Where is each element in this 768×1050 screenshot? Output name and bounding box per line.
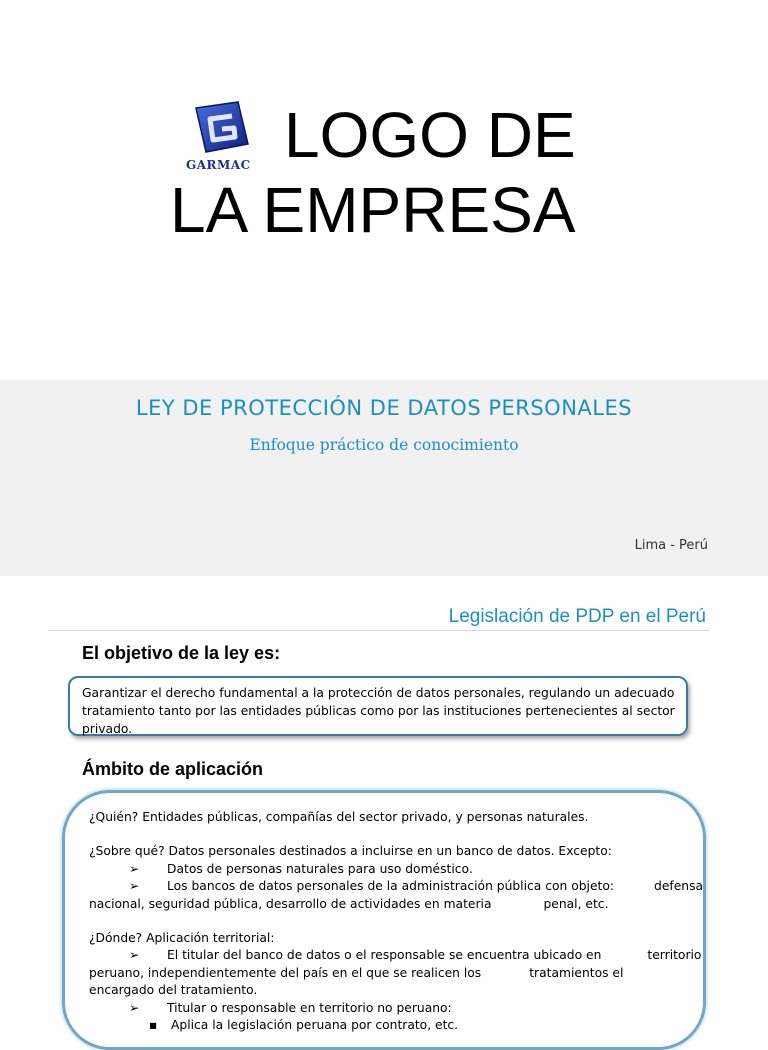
donde-line	[89, 930, 683, 947]
law-subtitle: Enfoque práctico de conocimiento	[249, 436, 519, 454]
donde-label: ¿Dónde?	[89, 931, 143, 946]
square-bullet-icon: ▪	[149, 1018, 158, 1033]
arrow-bullet-icon: ➢	[129, 879, 140, 894]
law-title: LEY DE PROTECCIÓN DE DATOS PERSONALES	[135, 396, 633, 420]
logo-wordmark: GARMAC	[186, 158, 251, 172]
arrow-bullet-icon: ➢	[129, 861, 140, 876]
objective-line-2: tratamiento tanto por las entidades públicas como por las instituciones pertenecientes al sector	[82, 704, 675, 718]
sobre-item-2-cont: nacional, seguridad pública, desarrollo de actividades en materia penal, etc.	[89, 896, 609, 911]
sobre-text: Datos personales destinados a incluirse en un banco de datos. Excepto:	[164, 844, 612, 859]
sobre-item-2: ➢ Los bancos de datos personales de la administración pública con objeto: defensa	[89, 878, 683, 895]
cover-slide	[0, 0, 768, 380]
arrow-bullet-icon: ➢	[129, 948, 140, 963]
sobre-label: ¿Sobre qué?	[89, 844, 165, 859]
slide-title: Legislación de PDP en el Perú	[448, 606, 706, 627]
scope-box	[62, 790, 706, 1050]
donde-item-2: ➢ Titular o responsable en territorio no peruano:	[89, 1000, 683, 1017]
quien-text: Entidades públicas, compañías del sector privado, y personas naturales.	[138, 810, 589, 824]
scope-heading: Ámbito de aplicación	[82, 759, 264, 779]
cover-title-line-2: LA EMPRESA	[170, 174, 576, 246]
quien-label: ¿Quién?	[89, 810, 139, 824]
donde-text: Aplicación territorial:	[142, 931, 275, 946]
objective-box	[68, 676, 688, 736]
location-label: Lima - Perú	[634, 538, 708, 553]
sobre-item-1: ➢ Datos de personas naturales para uso doméstico.	[89, 861, 683, 878]
arrow-bullet-icon: ➢	[129, 1000, 140, 1015]
objective-line-3: privado.	[82, 722, 133, 736]
title-divider	[48, 630, 710, 631]
donde-subitem-1: ▪ Aplica la legislación peruana por contrato, etc.	[89, 1017, 683, 1034]
content-slide	[0, 576, 768, 1033]
sobre-line	[89, 843, 683, 860]
donde-item-1-cont: peruano, independientemente del país en el que se realicen los tratamientos el	[89, 965, 624, 980]
objective-line-1: Garantizar el derecho fundamental a la protección de datos personales, regulando un adecuado	[82, 686, 675, 700]
donde-item-1: ➢ El titular del banco de datos o el responsable se encuentra ubicado en territorio	[89, 947, 683, 964]
title-slide	[0, 380, 768, 576]
donde-item-1-cont-2: encargado del tratamiento.	[89, 983, 258, 998]
quien-line	[89, 809, 683, 826]
cover-title-line-1: LOGO DE	[284, 99, 576, 171]
objective-heading: El objetivo de la ley es:	[82, 643, 281, 663]
